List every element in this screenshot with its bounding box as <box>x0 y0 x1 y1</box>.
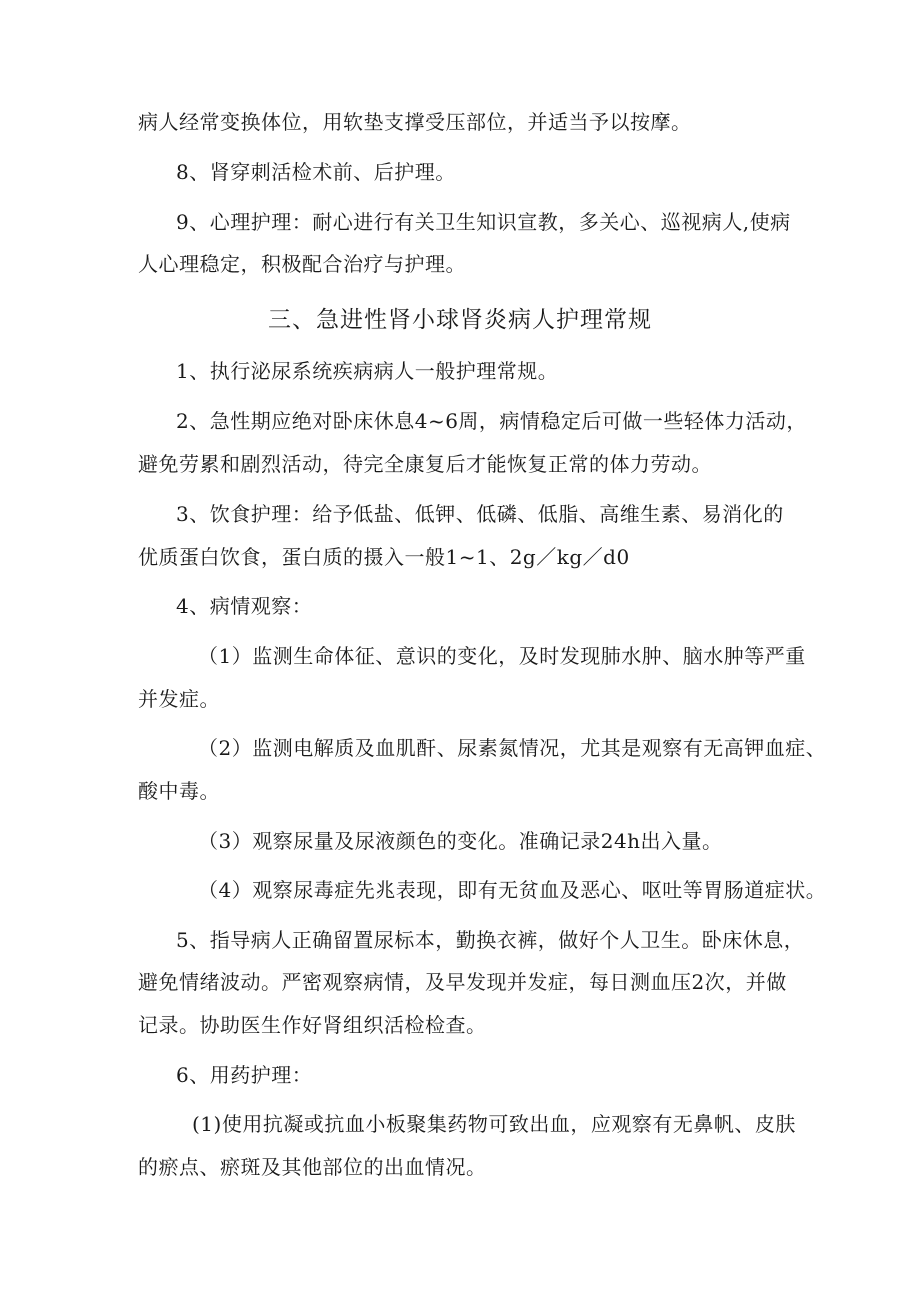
sub-item-4-2-line-1: （2）监测电解质及血肌酐、尿素氮情况，尤其是观察有无高钾血症、 <box>198 736 827 760</box>
sub-item-4-3: （3）观察尿量及尿液颜色的变化。准确记录24h出入量。 <box>198 829 723 853</box>
list-item-8: 8、肾穿刺活检术前、后护理。 <box>176 160 456 184</box>
sub-item-6-1-line-2: 的瘀点、瘀斑及其他部位的出血情况。 <box>138 1155 487 1179</box>
list-item-2-line-1: 2、急性期应绝对卧床休息4~6周，病情稳定后可做一些轻体力活动， <box>176 409 807 433</box>
sub-item-4-1-line-2: 并发症。 <box>138 687 220 711</box>
list-item-5-line-1: 5、指导病人正确留置尿标本，勤换衣裤，做好个人卫生。卧床休息， <box>176 928 805 952</box>
list-item-1: 1、执行泌尿系统疾病病人一般护理常规。 <box>176 359 559 383</box>
list-item-5-line-2: 避免情绪波动。严密观察病情，及早发现并发症，每日测血压2次，并做 <box>138 970 787 994</box>
list-item-2-line-2: 避免劳累和剧烈活动，待完全康复后才能恢复正常的体力劳动。 <box>138 452 712 476</box>
sub-item-6-1-line-1: (1)使用抗凝或抗血小板聚集药物可致出血，应观察有无鼻帆、皮肤 <box>192 1112 796 1136</box>
sub-item-4-2-line-2: 酸中毒。 <box>138 779 220 803</box>
section-heading: 三、急进性肾小球肾炎病人护理常规 <box>268 307 652 333</box>
sub-item-4-1-line-1: （1）监测生命体征、意识的变化，及时发现肺水肿、脑水肿等严重 <box>198 644 806 668</box>
paragraph-line: 病人经常变换体位，用软垫支撑受压部位，并适当予以按摩。 <box>138 110 692 134</box>
list-item-6: 6、用药护理： <box>176 1063 313 1087</box>
list-item-5-line-3: 记录。协助医生作好肾组织活检检查。 <box>138 1013 487 1037</box>
list-item-9-line-1: 9、心理护理：耐心进行有关卫生知识宣教，多关心、巡视病人,使病 <box>176 210 791 234</box>
list-item-3-line-2: 优质蛋白饮食，蛋白质的摄入一般1~1、2g／kg／d0 <box>138 545 630 569</box>
list-item-3-line-1: 3、饮食护理：给予低盐、低钾、低磷、低脂、高维生素、易消化的 <box>176 502 784 526</box>
list-item-4: 4、病情观察： <box>176 594 313 618</box>
list-item-9-line-2: 人心理稳定，积极配合治疗与护理。 <box>138 252 466 276</box>
sub-item-4-4: （4）观察尿毒症先兆表现，即有无贫血及恶心、呕吐等胃肠道症状。 <box>198 878 827 902</box>
